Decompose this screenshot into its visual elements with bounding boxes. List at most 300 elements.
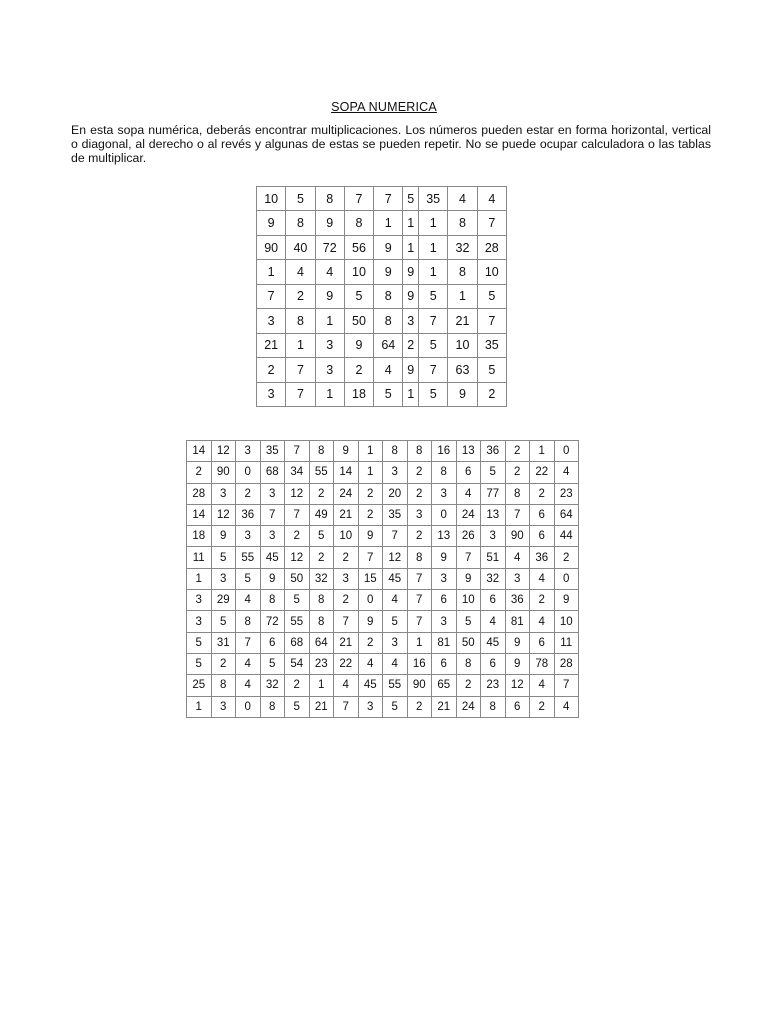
grid-cell: 24 [334,483,359,504]
grid-cell: 22 [334,653,359,674]
grid-cell: 8 [407,441,432,462]
grid-cell: 3 [358,696,383,717]
grid-cell: 9 [403,260,419,284]
grid-cell: 2 [505,462,530,483]
grid-cell: 2 [358,504,383,525]
grid-cell: 5 [285,590,310,611]
grid-cell: 2 [358,483,383,504]
grid-cell: 2 [236,483,261,504]
grid-cell: 78 [530,653,555,674]
grid-cell: 8 [286,309,315,333]
grid-cell: 14 [334,462,359,483]
grid-cell: 2 [286,284,315,308]
grid-cell: 12 [383,547,408,568]
grid-cell: 12 [285,483,310,504]
grid-cell: 8 [481,696,506,717]
grid-cell: 9 [358,526,383,547]
grid-cell: 7 [344,187,373,211]
grid-cell: 9 [432,547,457,568]
grid-cell: 8 [374,284,403,308]
grid-cell: 44 [554,526,579,547]
grid-cell: 8 [260,696,285,717]
grid-cell: 5 [211,611,236,632]
grid-cell: 3 [211,696,236,717]
grid-cell: 13 [481,504,506,525]
grid-cell: 7 [257,284,286,308]
grid-cell: 81 [505,611,530,632]
grid-cell: 21 [448,309,477,333]
grid-cell: 3 [260,526,285,547]
grid-row [257,235,507,259]
grid-cell: 5 [309,526,334,547]
grid-row [257,260,507,284]
grid-cell: 65 [432,675,457,696]
grid-cell: 1 [358,441,383,462]
grid-cell: 5 [477,358,506,382]
grid-cell: 55 [285,611,310,632]
grid-cell: 20 [383,483,408,504]
grid-cell: 26 [456,526,481,547]
grid-row [187,568,579,589]
grid-cell: 7 [286,358,315,382]
grid-cell: 18 [344,382,373,407]
grid-cell: 9 [448,382,477,407]
grid-cell: 63 [448,358,477,382]
grid-cell: 4 [477,187,506,211]
grid-cell: 3 [315,333,344,357]
small-number-grid [256,186,507,407]
grid-cell: 50 [456,632,481,653]
grid-cell: 13 [432,526,457,547]
grid-row [257,211,507,235]
grid-cell: 2 [358,632,383,653]
grid-cell: 5 [286,187,315,211]
grid-cell: 64 [554,504,579,525]
grid-cell: 2 [407,483,432,504]
grid-row [187,590,579,611]
grid-cell: 1 [257,260,286,284]
grid-cell: 32 [260,675,285,696]
grid-cell: 8 [407,547,432,568]
grid-cell: 21 [309,696,334,717]
grid-cell: 9 [334,441,359,462]
grid-cell: 3 [432,483,457,504]
instructions-paragraph: En esta sopa numérica, deberás encontrar multiplicaciones. Los números pueden estar en forma horizontal, vertical o diagonal, al derecho o al revés y algunas de estas se pueden repetir. No se puede ocupar calculadora o las tablas de multiplicar. [71,123,711,165]
grid-cell: 5 [456,611,481,632]
grid-cell: 7 [407,590,432,611]
grid-cell: 9 [260,568,285,589]
grid-cell: 32 [481,568,506,589]
grid-cell: 6 [432,590,457,611]
grid-cell: 0 [236,462,261,483]
grid-cell: 1 [403,382,419,407]
grid-cell: 3 [481,526,506,547]
grid-cell: 4 [554,696,579,717]
grid-cell: 25 [187,675,212,696]
grid-row [187,504,579,525]
grid-cell: 2 [334,590,359,611]
grid-cell: 3 [260,483,285,504]
grid-cell: 7 [477,309,506,333]
grid-row [187,462,579,483]
grid-cell: 2 [407,462,432,483]
grid-cell: 2 [505,441,530,462]
grid-cell: 68 [260,462,285,483]
grid-cell: 9 [505,653,530,674]
grid-cell: 0 [236,696,261,717]
grid-row [257,358,507,382]
grid-row [257,284,507,308]
grid-cell: 72 [260,611,285,632]
grid-cell: 51 [481,547,506,568]
grid-cell: 9 [403,284,419,308]
grid-cell: 6 [481,653,506,674]
grid-cell: 22 [530,462,555,483]
grid-cell: 3 [257,309,286,333]
grid-row [187,611,579,632]
grid-cell: 8 [236,611,261,632]
grid-cell: 3 [236,526,261,547]
grid-cell: 24 [456,696,481,717]
grid-cell: 21 [432,696,457,717]
grid-cell: 23 [554,483,579,504]
grid-cell: 4 [334,675,359,696]
grid-cell: 21 [334,504,359,525]
grid-row [187,547,579,568]
grid-cell: 3 [403,309,419,333]
grid-cell: 2 [187,462,212,483]
grid-cell: 1 [403,211,419,235]
grid-cell: 9 [211,526,236,547]
grid-cell: 7 [419,309,448,333]
grid-cell: 90 [407,675,432,696]
grid-cell: 2 [285,675,310,696]
grid-cell: 13 [456,441,481,462]
grid-cell: 7 [505,504,530,525]
grid-cell: 3 [187,590,212,611]
grid-cell: 8 [383,441,408,462]
grid-cell: 8 [309,441,334,462]
grid-cell: 3 [383,632,408,653]
grid-cell: 1 [403,235,419,259]
grid-row [257,309,507,333]
grid-cell: 5 [187,653,212,674]
grid-cell: 7 [419,358,448,382]
grid-cell: 10 [257,187,286,211]
grid-cell: 1 [419,235,448,259]
grid-cell: 45 [383,568,408,589]
grid-cell: 36 [236,504,261,525]
grid-row [187,526,579,547]
grid-cell: 4 [358,653,383,674]
grid-cell: 4 [315,260,344,284]
grid-cell: 1 [358,462,383,483]
grid-cell: 5 [419,382,448,407]
grid-row [257,333,507,357]
grid-cell: 7 [286,382,315,407]
grid-cell: 4 [554,462,579,483]
grid-cell: 8 [344,211,373,235]
grid-cell: 34 [285,462,310,483]
grid-cell: 2 [554,547,579,568]
grid-cell: 7 [383,526,408,547]
grid-cell: 10 [477,260,506,284]
grid-cell: 1 [374,211,403,235]
grid-cell: 2 [334,547,359,568]
grid-cell: 10 [448,333,477,357]
grid-cell: 0 [358,590,383,611]
grid-cell: 10 [344,260,373,284]
grid-cell: 3 [407,504,432,525]
grid-cell: 3 [334,568,359,589]
grid-cell: 21 [257,333,286,357]
grid-cell: 4 [236,675,261,696]
grid-cell: 4 [530,675,555,696]
grid-cell: 3 [211,483,236,504]
grid-cell: 7 [334,696,359,717]
grid-cell: 5 [403,187,419,211]
large-number-grid [186,440,579,718]
grid-cell: 16 [432,441,457,462]
grid-cell: 7 [285,504,310,525]
grid-cell: 0 [554,568,579,589]
grid-cell: 3 [236,441,261,462]
grid-cell: 56 [344,235,373,259]
grid-cell: 9 [358,611,383,632]
grid-cell: 1 [530,441,555,462]
grid-cell: 8 [309,611,334,632]
grid-row [257,187,507,211]
grid-cell: 50 [344,309,373,333]
grid-cell: 8 [448,211,477,235]
grid-cell: 12 [505,675,530,696]
grid-cell: 36 [530,547,555,568]
grid-cell: 9 [257,211,286,235]
grid-cell: 4 [481,611,506,632]
grid-cell: 4 [286,260,315,284]
grid-cell: 14 [187,504,212,525]
grid-cell: 2 [530,483,555,504]
grid-cell: 36 [481,441,506,462]
grid-cell: 5 [419,284,448,308]
grid-cell: 4 [448,187,477,211]
grid-row [187,675,579,696]
grid-cell: 9 [315,284,344,308]
grid-cell: 9 [374,235,403,259]
grid-cell: 35 [260,441,285,462]
grid-cell: 2 [285,526,310,547]
grid-cell: 10 [554,611,579,632]
grid-cell: 3 [211,568,236,589]
grid-cell: 7 [456,547,481,568]
grid-cell: 2 [456,675,481,696]
grid-cell: 6 [530,632,555,653]
grid-cell: 2 [403,333,419,357]
grid-row [187,653,579,674]
grid-cell: 1 [315,382,344,407]
grid-cell: 1 [419,211,448,235]
grid-cell: 12 [211,504,236,525]
grid-cell: 9 [403,358,419,382]
grid-cell: 8 [432,462,457,483]
grid-row [187,696,579,717]
grid-cell: 3 [187,611,212,632]
grid-cell: 7 [374,187,403,211]
grid-cell: 5 [187,632,212,653]
grid-row [187,483,579,504]
grid-cell: 5 [419,333,448,357]
grid-cell: 12 [211,441,236,462]
grid-cell: 1 [315,309,344,333]
grid-cell: 3 [257,382,286,407]
grid-cell: 9 [315,211,344,235]
grid-cell: 45 [358,675,383,696]
grid-cell: 28 [554,653,579,674]
grid-cell: 0 [554,441,579,462]
grid-cell: 2 [530,590,555,611]
grid-cell: 7 [260,504,285,525]
grid-cell: 8 [505,483,530,504]
grid-cell: 55 [236,547,261,568]
grid-cell: 4 [505,547,530,568]
grid-cell: 32 [309,568,334,589]
grid-cell: 4 [374,358,403,382]
grid-cell: 68 [285,632,310,653]
grid-cell: 36 [505,590,530,611]
grid-cell: 7 [407,568,432,589]
grid-cell: 3 [432,611,457,632]
grid-cell: 35 [383,504,408,525]
grid-cell: 4 [530,568,555,589]
grid-cell: 6 [530,526,555,547]
grid-cell: 5 [383,696,408,717]
grid-cell: 2 [309,547,334,568]
grid-cell: 3 [315,358,344,382]
grid-cell: 24 [456,504,481,525]
grid-cell: 31 [211,632,236,653]
grid-cell: 6 [432,653,457,674]
grid-cell: 5 [344,284,373,308]
grid-cell: 11 [554,632,579,653]
grid-cell: 4 [236,653,261,674]
grid-cell: 7 [334,611,359,632]
grid-cell: 5 [285,696,310,717]
grid-cell: 35 [419,187,448,211]
grid-cell: 1 [309,675,334,696]
grid-row [257,382,507,407]
grid-cell: 23 [481,675,506,696]
grid-cell: 90 [211,462,236,483]
grid-cell: 6 [505,696,530,717]
grid-cell: 49 [309,504,334,525]
grid-cell: 5 [374,382,403,407]
grid-cell: 18 [187,526,212,547]
grid-cell: 5 [211,547,236,568]
grid-cell: 72 [315,235,344,259]
grid-cell: 11 [187,547,212,568]
grid-cell: 45 [481,632,506,653]
grid-cell: 9 [456,568,481,589]
grid-cell: 4 [236,590,261,611]
grid-cell: 90 [505,526,530,547]
grid-cell: 6 [456,462,481,483]
grid-cell: 4 [530,611,555,632]
grid-cell: 8 [315,187,344,211]
grid-cell: 4 [383,653,408,674]
grid-cell: 40 [286,235,315,259]
grid-cell: 7 [477,211,506,235]
grid-cell: 23 [309,653,334,674]
grid-cell: 5 [481,462,506,483]
grid-cell: 9 [505,632,530,653]
grid-cell: 14 [187,441,212,462]
grid-cell: 2 [407,696,432,717]
grid-cell: 90 [257,235,286,259]
grid-cell: 6 [481,590,506,611]
grid-cell: 35 [477,333,506,357]
grid-cell: 8 [456,653,481,674]
grid-cell: 54 [285,653,310,674]
grid-cell: 2 [211,653,236,674]
grid-row [187,632,579,653]
grid-cell: 8 [374,309,403,333]
grid-cell: 2 [309,483,334,504]
grid-cell: 64 [309,632,334,653]
grid-cell: 6 [530,504,555,525]
grid-cell: 1 [286,333,315,357]
grid-cell: 1 [407,632,432,653]
grid-cell: 1 [187,568,212,589]
grid-cell: 7 [358,547,383,568]
document-title: SOPA NUMERICA [331,100,437,114]
grid-cell: 3 [383,462,408,483]
grid-cell: 28 [477,235,506,259]
grid-cell: 8 [260,590,285,611]
grid-cell: 2 [344,358,373,382]
grid-cell: 7 [554,675,579,696]
grid-cell: 2 [477,382,506,407]
grid-cell: 7 [407,611,432,632]
grid-cell: 55 [383,675,408,696]
grid-cell: 5 [260,653,285,674]
grid-cell: 15 [358,568,383,589]
grid-cell: 2 [530,696,555,717]
grid-cell: 16 [407,653,432,674]
grid-cell: 0 [432,504,457,525]
grid-cell: 4 [383,590,408,611]
grid-cell: 7 [236,632,261,653]
grid-cell: 8 [309,590,334,611]
grid-cell: 9 [374,260,403,284]
grid-cell: 3 [505,568,530,589]
grid-cell: 29 [211,590,236,611]
grid-cell: 10 [456,590,481,611]
grid-cell: 2 [257,358,286,382]
grid-cell: 64 [374,333,403,357]
grid-cell: 2 [407,526,432,547]
grid-cell: 4 [456,483,481,504]
grid-cell: 3 [432,568,457,589]
grid-cell: 32 [448,235,477,259]
grid-cell: 55 [309,462,334,483]
grid-row [187,441,579,462]
grid-cell: 5 [383,611,408,632]
grid-cell: 9 [344,333,373,357]
grid-cell: 1 [419,260,448,284]
grid-cell: 10 [334,526,359,547]
grid-cell: 28 [187,483,212,504]
grid-cell: 7 [285,441,310,462]
